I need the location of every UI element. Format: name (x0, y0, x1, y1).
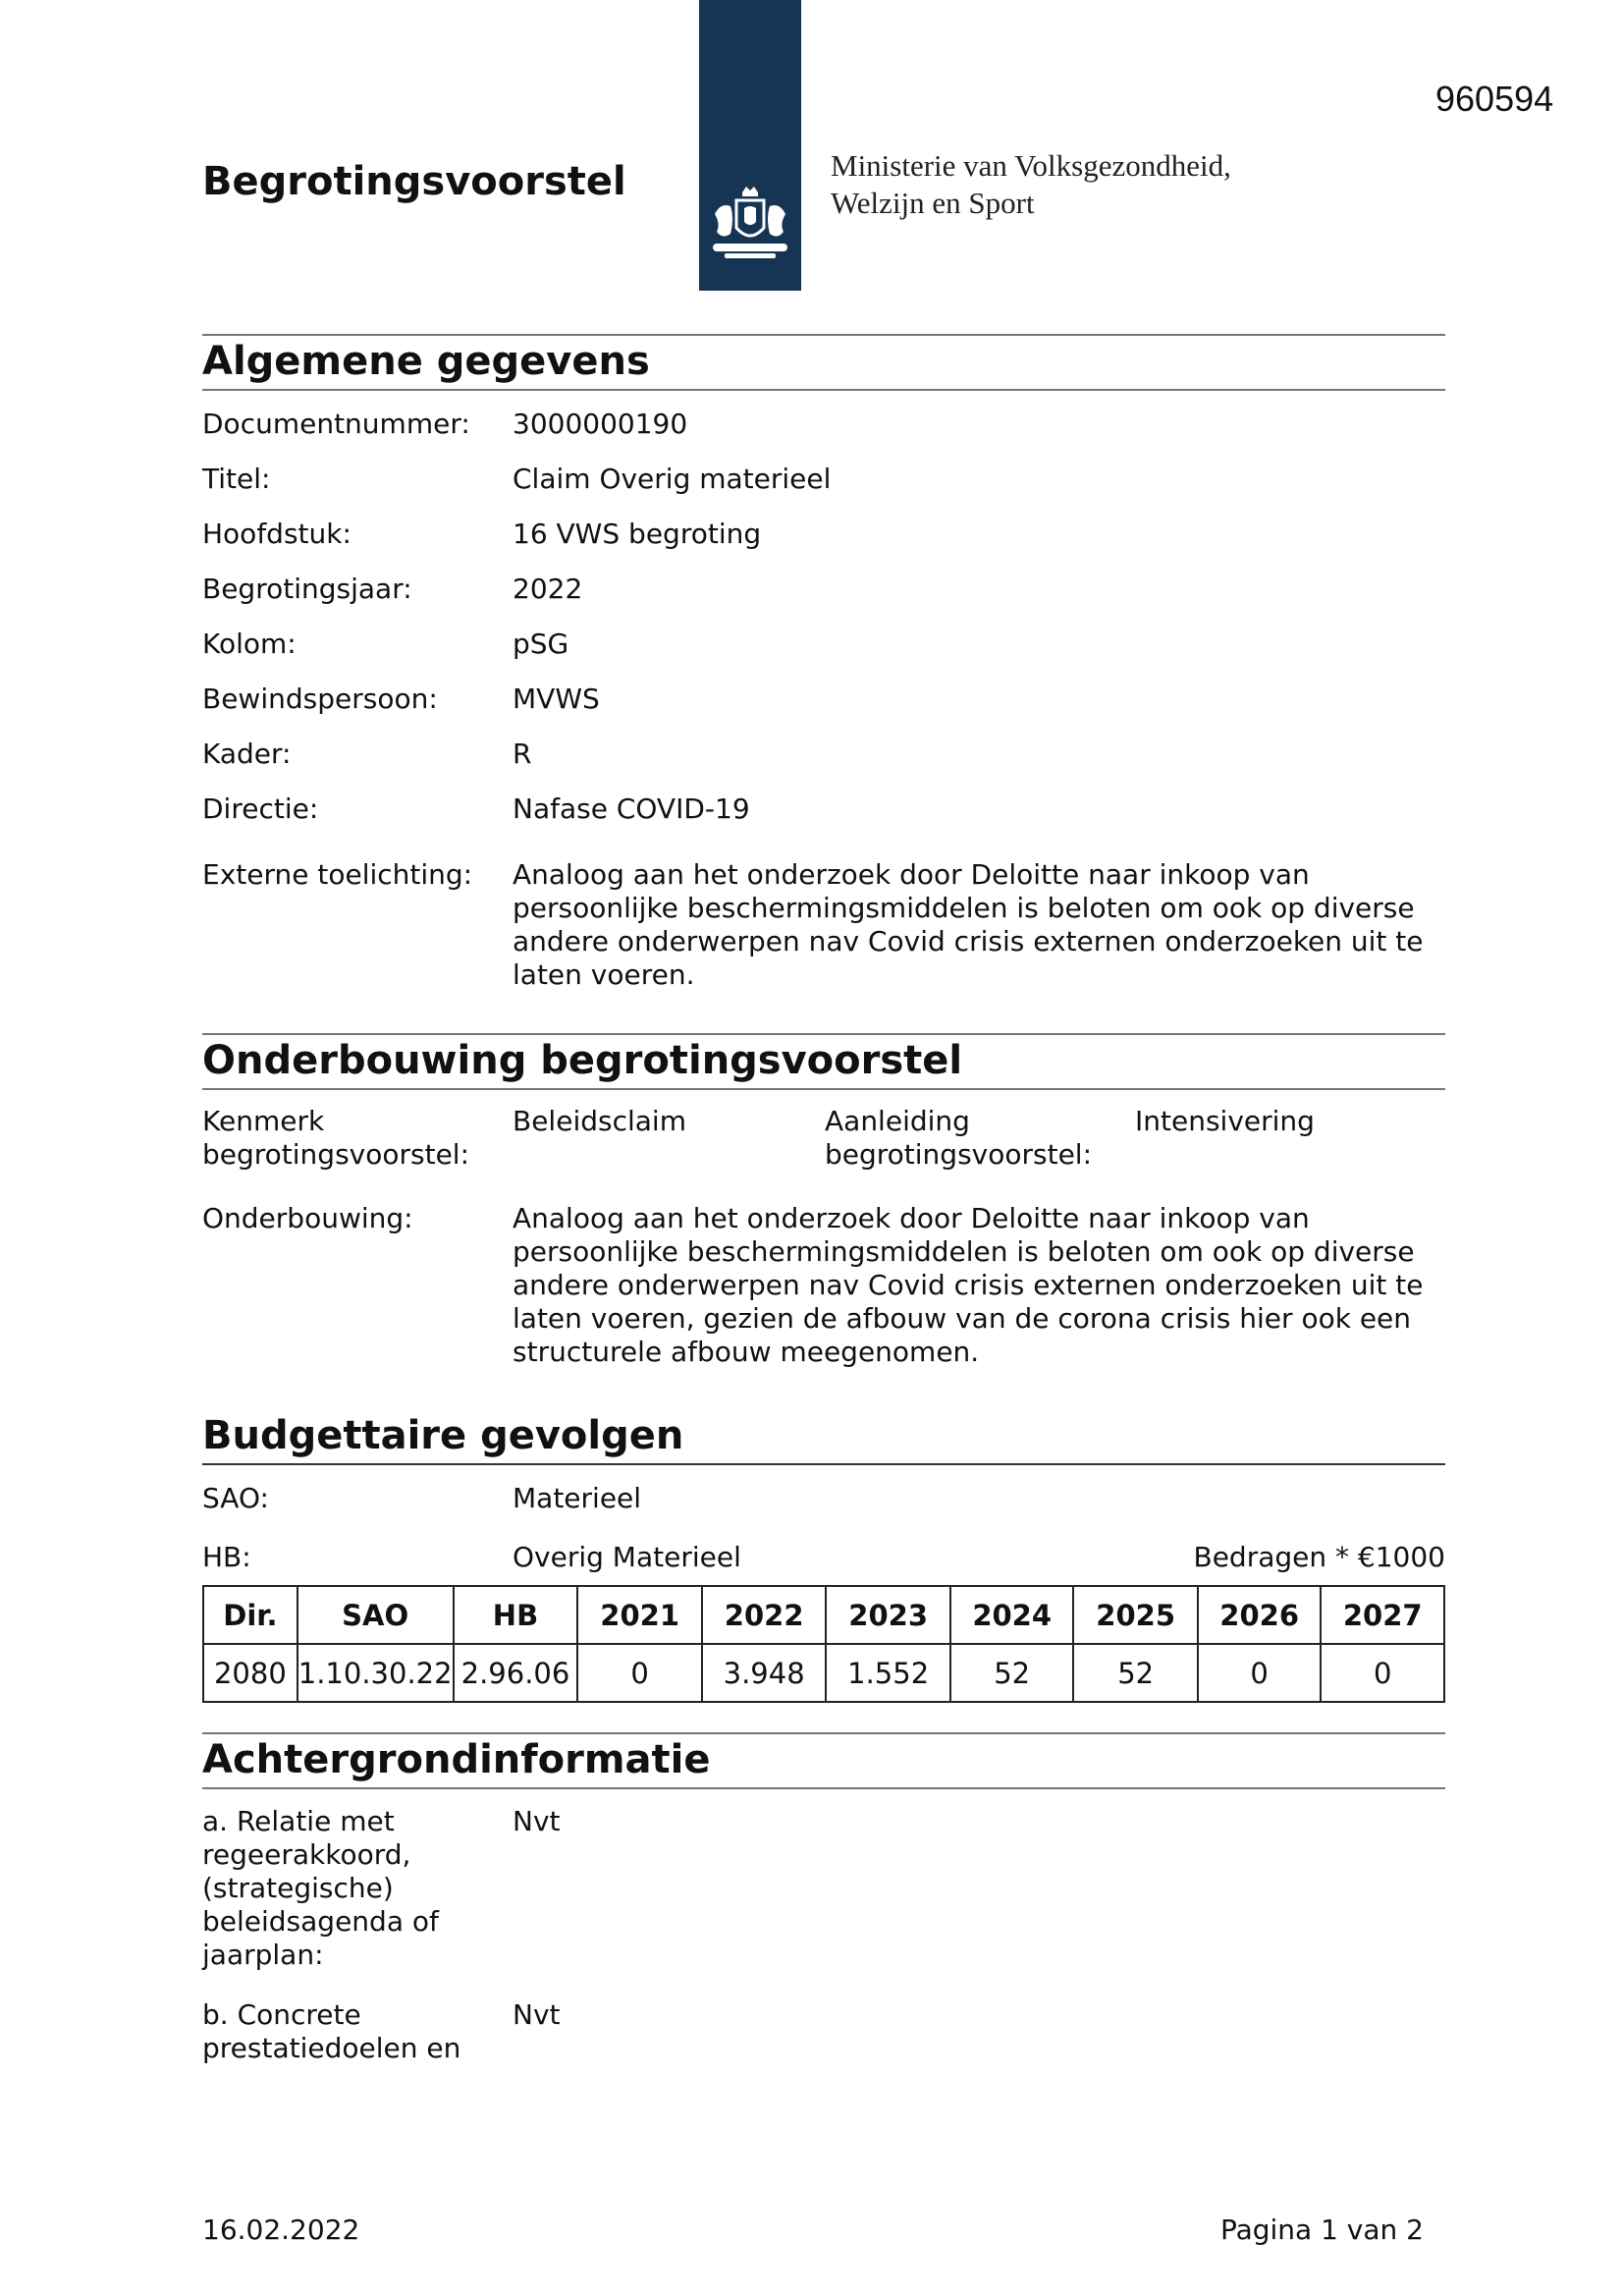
label-prestatiedoelen (202, 1998, 460, 2065)
table-header-row (203, 1586, 1444, 1644)
value-relatie-regeerakkoord: Nvt (513, 1805, 561, 1837)
footer-date: 16.02.2022 (202, 2214, 360, 2246)
table-cell: 1.552 (826, 1644, 950, 1702)
column-header: SAO (297, 1586, 454, 1644)
paragraph-line: andere onderwerpen nav Covid crisis externen onderzoeken uit te (513, 925, 1424, 957)
section-heading-budget: Budgettaire gevolgen (202, 1413, 684, 1458)
section-heading-general: Algemene gegevens (202, 339, 650, 384)
table-cell: 0 (577, 1644, 701, 1702)
section-divider (202, 1088, 1445, 1090)
label-line: prestatiedoelen en (202, 2032, 461, 2064)
label-line: b. Concrete (202, 1998, 361, 2031)
value-kolom: pSG (513, 628, 569, 660)
section-heading-background: Achtergrondinformatie (202, 1737, 711, 1782)
label-hb: HB: (202, 1541, 251, 1573)
paragraph-line: Analoog aan het onderzoek door Deloitte naar inkoop van (513, 1202, 1310, 1234)
section-heading-substantiation: Onderbouwing begrotingsvoorstel (202, 1038, 963, 1083)
label-line: regeerakkoord, (202, 1838, 411, 1871)
value-kenmerk: Beleidsclaim (513, 1105, 686, 1137)
value-directie: Nafase COVID-19 (513, 793, 750, 825)
value-begrotingsjaar: 2022 (513, 573, 583, 605)
column-header: 2025 (1073, 1586, 1197, 1644)
footer-page-number: Pagina 1 van 2 (1219, 2214, 1424, 2246)
value-hb: Overig Materieel (513, 1541, 741, 1573)
label-line: Kenmerk (202, 1105, 325, 1137)
paragraph-line: persoonlijke beschermingsmiddelen is beloten om ook op diverse (513, 1235, 1415, 1268)
paragraph-line: andere onderwerpen nav Covid crisis externen onderzoeken uit te (513, 1269, 1424, 1301)
label-directie: Directie: (202, 793, 319, 825)
value-prestatiedoelen: Nvt (513, 1998, 561, 2031)
ministry-name (831, 147, 1231, 222)
section-divider (202, 1033, 1445, 1035)
value-hoofdstuk: 16 VWS begroting (513, 518, 762, 550)
table-cell: 52 (950, 1644, 1074, 1702)
paragraph-line: laten voeren. (513, 958, 695, 991)
column-header: 2021 (577, 1586, 701, 1644)
section-divider (202, 1463, 1445, 1465)
label-bewindspersoon: Bewindspersoon: (202, 683, 438, 715)
external-explanation (513, 858, 1455, 992)
label-line: (strategische) (202, 1872, 394, 1904)
label-line: a. Relatie met (202, 1805, 395, 1837)
value-kader: R (513, 738, 532, 770)
substantiation-text (513, 1202, 1455, 1369)
table-cell: 0 (1198, 1644, 1322, 1702)
paragraph-line: structurele afbouw meegenomen. (513, 1336, 980, 1368)
label-onderbouwing: Onderbouwing: (202, 1202, 413, 1234)
label-documentnummer: Documentnummer: (202, 408, 470, 440)
section-divider (202, 389, 1445, 391)
ministry-name-line1: Ministerie van Volksgezondheid, (831, 148, 1231, 183)
budget-table (202, 1585, 1445, 1703)
value-titel: Claim Overig materieel (513, 463, 832, 495)
label-titel: Titel: (202, 463, 271, 495)
label-relatie-regeerakkoord (202, 1805, 439, 1972)
column-header: 2027 (1321, 1586, 1444, 1644)
rijksoverheid-logo (699, 0, 801, 291)
document-id-number: 960594 (1435, 79, 1554, 119)
label-kader: Kader: (202, 738, 292, 770)
label-hoofdstuk: Hoofdstuk: (202, 518, 351, 550)
value-bewindspersoon: MVWS (513, 683, 600, 715)
label-line: jaarplan: (202, 1939, 324, 1971)
label-sao: SAO: (202, 1482, 269, 1514)
paragraph-line: persoonlijke beschermingsmiddelen is beloten om ook op diverse (513, 892, 1415, 924)
paragraph-line: laten voeren, gezien de afbouw van de corona crisis hier ook een (513, 1302, 1412, 1335)
table-cell: 2.96.06 (454, 1644, 578, 1702)
label-line: begrotingsvoorstel: (202, 1138, 470, 1171)
column-header: HB (454, 1586, 578, 1644)
label-kolom: Kolom: (202, 628, 297, 660)
label-externe-toelichting: Externe toelichting: (202, 858, 473, 891)
document-title: Begrotingsvoorstel (202, 159, 626, 204)
value-sao: Materieel (513, 1482, 642, 1514)
column-header: 2026 (1198, 1586, 1322, 1644)
label-aanleiding (825, 1105, 1092, 1172)
paragraph-line: Analoog aan het onderzoek door Deloitte naar inkoop van (513, 858, 1310, 891)
section-divider (202, 334, 1445, 336)
amounts-note: Bedragen * €1000 (1193, 1541, 1445, 1573)
table-cell: 1.10.30.22 (297, 1644, 454, 1702)
column-header: Dir. (203, 1586, 297, 1644)
table-cell: 2080 (203, 1644, 297, 1702)
value-aanleiding: Intensivering (1135, 1105, 1315, 1137)
label-kenmerk (202, 1105, 469, 1172)
label-line: beleidsagenda of (202, 1905, 439, 1938)
table-cell: 0 (1321, 1644, 1444, 1702)
ministry-name-line2: Welzijn en Sport (831, 186, 1035, 220)
label-line: begrotingsvoorstel: (825, 1138, 1093, 1171)
label-line: Aanleiding (825, 1105, 970, 1137)
column-header: 2022 (702, 1586, 827, 1644)
column-header: 2024 (950, 1586, 1074, 1644)
label-begrotingsjaar: Begrotingsjaar: (202, 573, 412, 605)
table-cell: 3.948 (702, 1644, 827, 1702)
section-divider (202, 1732, 1445, 1734)
table-row (203, 1644, 1444, 1702)
column-header: 2023 (826, 1586, 950, 1644)
coat-of-arms-icon (707, 185, 793, 265)
value-documentnummer: 3000000190 (513, 408, 688, 440)
table-cell: 52 (1073, 1644, 1197, 1702)
section-divider (202, 1787, 1445, 1789)
